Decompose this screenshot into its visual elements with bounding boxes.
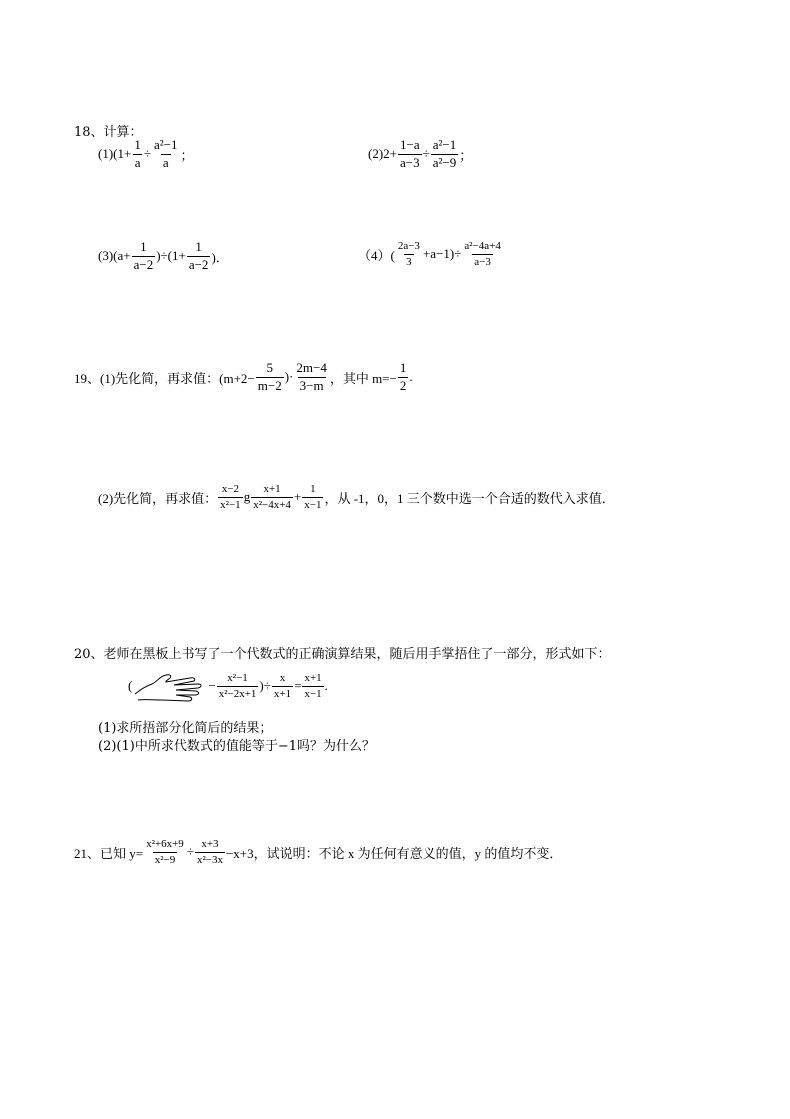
- q18-p4-fraction-1: $\frac{2a-3}{3}$: [397, 240, 420, 268]
- q19-p2-g: g: [243, 489, 251, 505]
- q19-p1-mid2: ，其中 m=−: [329, 370, 397, 386]
- q18-part1: [98, 138, 193, 171]
- q18-part2: [368, 138, 472, 171]
- q21-div: ÷: [186, 844, 194, 860]
- q21-label: 21、已知 y=: [74, 845, 144, 861]
- q20-fraction-3: $\frac{x+1}{x-1}$: [304, 671, 322, 700]
- q20-open-paren: (: [128, 678, 133, 693]
- q19-p1-tail: .: [409, 369, 413, 385]
- q18-p2-div: ÷: [422, 146, 430, 162]
- q18-part3: [98, 240, 229, 273]
- q18-p3-fraction-2: $\frac{1}{a-2}$: [188, 239, 209, 272]
- q18-p4-mid: +a−1)÷: [422, 246, 462, 262]
- q19-p2-tail: ，从 -1，0，1 三个数中选一个合适的数代入求值．: [324, 490, 615, 506]
- q19-p2-plus: +: [293, 489, 302, 505]
- q18-p4-label: （4）(: [358, 247, 395, 263]
- q20-heading: 20、老师在黑板上书写了一个代数式的正确演算结果，随后用手掌捂住了一部分，形式如下：: [74, 647, 611, 662]
- q20-tail: .: [324, 678, 328, 693]
- q18-p2-fraction-1: $\frac{1-a}{a-3}$: [400, 137, 420, 170]
- q18-p1-label: (1)(1+: [98, 146, 132, 162]
- q21-fraction-1: $\frac{\text{x²+6x+9}}{\text{x²−9}}$: [146, 838, 184, 866]
- q18-heading: 18、计算：: [74, 125, 143, 140]
- q18-p1-div: ÷: [143, 146, 151, 162]
- q20-minus: −: [208, 678, 216, 693]
- q20-expression: [128, 664, 328, 708]
- q20-fraction-2: $\frac{x}{x+1}$: [273, 671, 292, 700]
- q19-part2: [98, 483, 615, 511]
- q18-p1-fraction-1: $\frac{1}{a}$: [134, 137, 141, 170]
- q19-p1-fraction-1: $\frac{5}{m-2}$: [257, 360, 282, 393]
- q20-mid: )÷: [259, 678, 271, 693]
- q21-expression: [74, 838, 562, 866]
- q18-part4: [358, 240, 504, 268]
- q21-fraction-2: $\frac{x+3}{\text{x²−3x}}$: [196, 838, 223, 866]
- q18-p1-tail: ；: [180, 147, 194, 163]
- q20-sub2: (2)(1)中所求代数式的值能等于−1吗？为什么？: [98, 739, 375, 754]
- q18-p3-mid: )÷(1+: [156, 248, 186, 264]
- q19-p1-fraction-2: $\frac{2m-4}{3-m}$: [296, 360, 327, 393]
- hand-icon: [132, 664, 208, 708]
- q19-part1: [74, 361, 413, 394]
- q19-p1-label: 19、(1)先化简，再求值：(m+2−: [74, 370, 255, 386]
- q18-p3-tail: )．: [211, 249, 229, 265]
- q18-p1-fraction-2: $\frac{\text{a²−1}}{a}$: [153, 137, 178, 170]
- q19-p2-fraction-3: $\frac{1}{x-1}$: [304, 483, 322, 511]
- q18-p2-tail: ；: [459, 147, 473, 163]
- q20-sub1: (1)求所捂部分化简后的结果；: [98, 721, 273, 736]
- q19-p1-mid: )·: [284, 369, 294, 385]
- q20-equals: =: [294, 678, 302, 693]
- q19-p1-fraction-3: $\frac{1}{2}$: [399, 360, 407, 393]
- q18-p2-fraction-2: $\frac{\text{a²−1}}{\text{a²−9}}$: [432, 137, 457, 170]
- q19-p2-label: (2)先化简，再求值：: [98, 490, 218, 506]
- q21-mid: −x+3，试说明：不论 x 为任何有意义的值，y 的值均不变．: [225, 845, 563, 861]
- q18-p2-label: (2)2+: [368, 146, 397, 162]
- q19-p2-fraction-2: $\frac{x+1}{\text{x²−4x+4}}$: [253, 483, 291, 511]
- q18-p4-fraction-2: $\frac{\text{a²−4a+4}}{a-3}$: [464, 240, 501, 268]
- q18-p3-fraction-1: $\frac{1}{a-2}$: [133, 239, 154, 272]
- q20-fraction-1: $\frac{\text{x²−1}}{\text{x²−2x+1}}$: [218, 671, 257, 700]
- q19-p2-fraction-1: $\frac{x-2}{\text{x²−1}}$: [220, 483, 241, 511]
- q18-p3-label: (3)(a+: [98, 248, 131, 264]
